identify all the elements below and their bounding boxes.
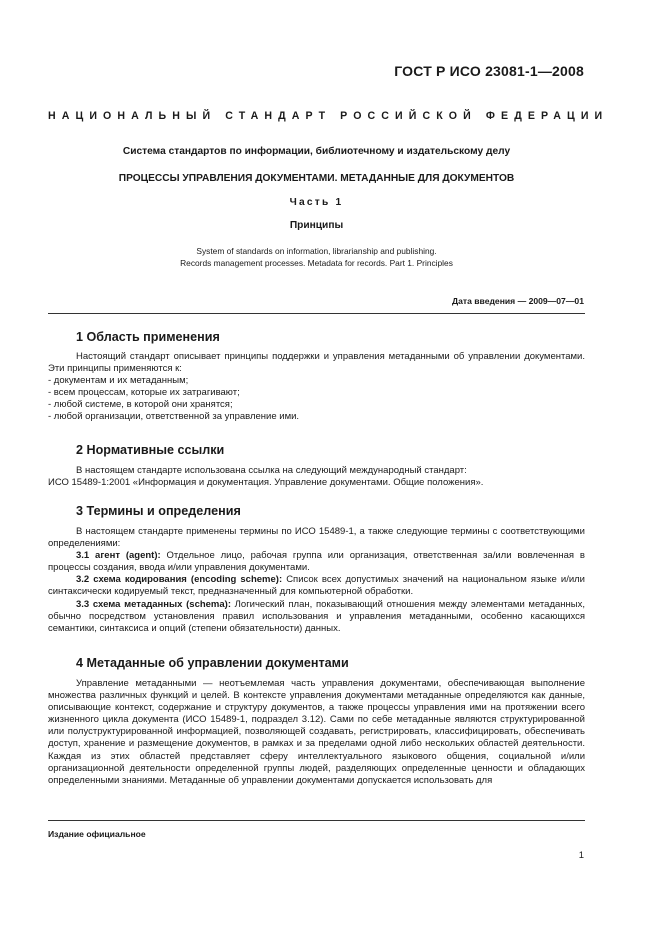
list-item: - всем процессам, которые их затрагивают; — [48, 387, 240, 399]
standards-system-title: Система стандартов по информации, библиотечному и издательскому делу — [122, 146, 511, 157]
section-3-body — [48, 526, 585, 635]
section-1-paragraph: Настоящий стандарт описывает принципы поддержки и управления метаданными об управлении документами. Эти принципы применяются к: — [48, 351, 585, 375]
section-2-body — [48, 465, 585, 489]
page-number: 1 — [578, 850, 584, 861]
header-divider — [48, 313, 585, 314]
english-title — [48, 246, 585, 269]
list-item: - документам и их метаданным; — [48, 375, 189, 387]
gost-code: ГОСТ Р ИСО 23081-1—2008 — [394, 63, 584, 79]
term-3-1-title: 3.1 агент (agent): — [76, 550, 161, 562]
term-3-1-definition: Отдельное лицо, рабочая группа или организация, ответственная за/или вовлеченная в процессы создания, ввода и/или управления документами. — [48, 550, 585, 574]
section-4-body — [48, 678, 585, 787]
section-2-paragraph: В настоящем стандарте использована ссылка на следующий международный стандарт: — [76, 465, 467, 476]
section-1-heading: 1 Область применения — [76, 330, 220, 344]
list-item: - любой системе, в которой они хранятся; — [48, 399, 233, 411]
section-2-heading: 2 Нормативные ссылки — [76, 443, 225, 457]
english-title-line-1: System of standards on information, librarianship and publishing. — [196, 246, 437, 256]
national-standard-banner: НАЦИОНАЛЬНЫЙ СТАНДАРТ РОССИЙСКОЙ ФЕДЕРАЦИИ — [48, 110, 609, 122]
term-3-3 — [48, 599, 585, 635]
normative-reference: ИСО 15489-1:2001 «Информация и документация. Управление документами. Общие положения». — [48, 477, 484, 489]
section-4-heading: 4 Метаданные об управлении документами — [76, 656, 349, 670]
term-3-3-title: 3.3 схема метаданных (schema): — [76, 598, 231, 610]
section-3-heading: 3 Термины и определения — [76, 504, 241, 518]
term-3-1 — [48, 550, 585, 574]
term-3-2-title: 3.2 схема кодирования (encoding scheme): — [76, 574, 283, 586]
section-1-body — [48, 351, 585, 424]
effective-date: Дата введения — 2009—07—01 — [451, 296, 584, 306]
official-edition-label: Издание официальное — [48, 829, 146, 839]
term-3-2 — [48, 574, 585, 598]
section-3-paragraph: В настоящем стандарте применены термины по ИСО 15489-1, а также следующие термины с соответствующими определениями: — [48, 526, 585, 550]
english-title-line-2: Records management processes. Metadata for records. Part 1. Principles — [180, 257, 453, 268]
document-subtitle: Принципы — [289, 220, 344, 231]
section-4-paragraph: Управление метаданными — неотъемлемая часть управления документами, обеспечивающая выполнение множества различных функций и целей. В контексте управления документами метаданные определяются как данные, описывающие контекст, содержание и структуру документов, а также процессы управления ими на протяжении всего жизненного цикла документа (ИСО 15489-1, подраздел 3.12). Сами по себе метаданные являются структурированной или полуструктурированной информацией, позволяющей создавать, регистрировать, классифицировать, обеспечивать доступ, хранение и размещение документов, в рамках и за пределами одной либо нескольких областей деятельности. Каждая из этих областей представляет сферу интеллектуального языкового общения, социальной и/или организационной деятельности определенной группы людей, разделяющих определенные ценности и обладающих определенными знаниями. Метаданные об управлении документами допускается использовать для — [48, 678, 585, 786]
term-3-2-definition: Список всех допустимых значений на национальном языке и/или синтаксически кодируемый текст, предназначенный для компьютерной обработки. — [48, 574, 585, 598]
document-main-title: ПРОЦЕССЫ УПРАВЛЕНИЯ ДОКУМЕНТАМИ. МЕТАДАННЫЕ ДЛЯ ДОКУМЕНТОВ — [118, 173, 515, 184]
list-item: - любой организации, ответственной за управление ими. — [48, 411, 300, 423]
term-3-3-definition: Логический план, показывающий отношения между элементами метаданных, обычно посредством установления правил использования и управления метаданными, особенно касающихся семантики, синтаксиса и опций (степени обязательности) данных. — [48, 598, 585, 634]
part-label: Часть 1 — [289, 197, 344, 208]
footer-divider — [48, 820, 585, 821]
